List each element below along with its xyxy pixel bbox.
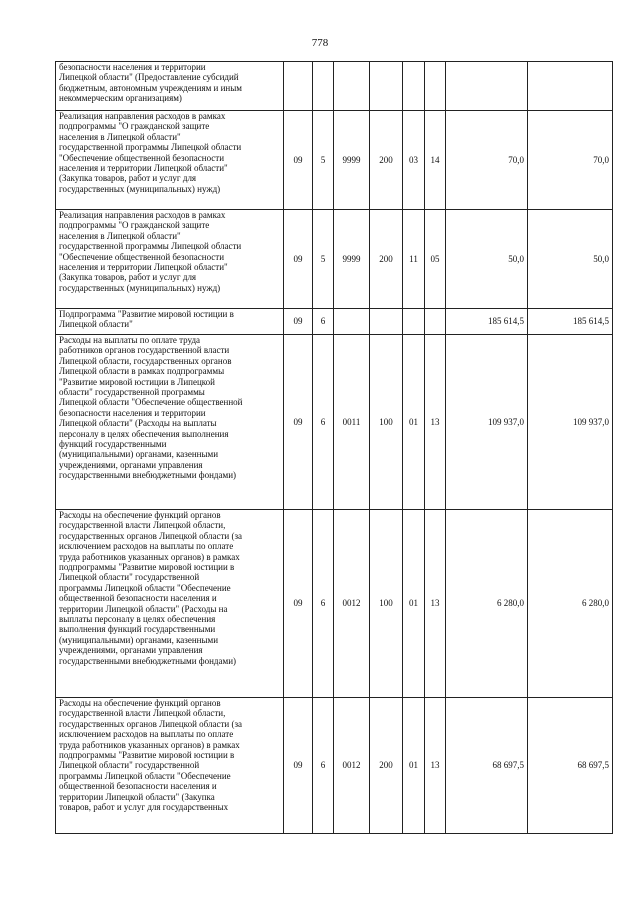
cell-amount-2: 109 937,0 (528, 335, 613, 510)
row-description: Расходы на обеспечение функций органов государственной власти Липецкой области, государственных органов Липецкой области (за исключением расходов на выплаты по оплате труда работников указанных органов) в рамках подпрограммы "Развитие мировой юстиции в Липецкой области" государственной программы Липецкой области "Обеспечение общественной безопасности населения и территории Липецкой области" (Закупка товаров, работ и услуг для государственных (56, 698, 284, 834)
cell-program-code (284, 62, 313, 111)
cell-direction-code: 9999 (334, 111, 370, 210)
cell-amount-1: 50,0 (446, 210, 528, 309)
cell-direction-code (334, 62, 370, 111)
cell-amount-1: 185 614,5 (446, 309, 528, 335)
table-row (56, 335, 613, 510)
cell-expense-type (370, 309, 403, 335)
cell-amount-2: 70,0 (528, 111, 613, 210)
table-row (56, 698, 613, 834)
cell-expense-type (370, 62, 403, 111)
cell-program-code: 09 (284, 309, 313, 335)
cell-subsection (425, 309, 446, 335)
cell-section: 03 (403, 111, 425, 210)
cell-subprogram-code: 5 (313, 210, 334, 309)
cell-amount-2: 68 697,5 (528, 698, 613, 834)
budget-table (55, 61, 613, 834)
cell-section: 11 (403, 210, 425, 309)
cell-subprogram-code (313, 62, 334, 111)
table-row (56, 309, 613, 335)
cell-subprogram-code: 5 (313, 111, 334, 210)
cell-amount-2 (528, 62, 613, 111)
cell-amount-1: 109 937,0 (446, 335, 528, 510)
cell-subprogram-code: 6 (313, 309, 334, 335)
cell-program-code: 09 (284, 698, 313, 834)
row-description: Реализация направления расходов в рамках подпрограммы "О гражданской защите населения в Липецкой области" государственной программы Липецкой области "Обеспечение общественной безопасности населения и территории Липецкой области" (Закупка товаров, работ и услуг для государственных (муниципальных) нужд) (56, 111, 284, 210)
cell-section (403, 62, 425, 111)
cell-section (403, 309, 425, 335)
table-row (56, 210, 613, 309)
cell-program-code: 09 (284, 210, 313, 309)
cell-amount-2: 185 614,5 (528, 309, 613, 335)
cell-amount-1: 70,0 (446, 111, 528, 210)
cell-section: 01 (403, 335, 425, 510)
cell-program-code: 09 (284, 510, 313, 698)
cell-subsection: 13 (425, 698, 446, 834)
cell-direction-code: 0012 (334, 510, 370, 698)
row-description: Подпрограмма "Развитие мировой юстиции в Липецкой области" (56, 309, 284, 335)
cell-expense-type: 200 (370, 698, 403, 834)
cell-subprogram-code: 6 (313, 335, 334, 510)
cell-subsection: 05 (425, 210, 446, 309)
cell-direction-code: 9999 (334, 210, 370, 309)
row-description: Расходы на выплаты по оплате труда работников органов государственной власти Липецкой области, государственных органов Липецкой области в рамках подпрограммы "Развитие мировой юстиции в Липецкой области" государственной программы Липецкой области "Обеспечение общественной безопасности населения и территории Липецкой области" (Расходы на выплаты персоналу в целях обеспечения выполнения функций государственными (муниципальными) органами, казенными учреждениями, органами управления государственными внебюджетными фондами) (56, 335, 284, 510)
table-row (56, 62, 613, 111)
cell-expense-type: 200 (370, 111, 403, 210)
cell-subsection: 13 (425, 510, 446, 698)
cell-subsection: 14 (425, 111, 446, 210)
cell-direction-code: 0012 (334, 698, 370, 834)
cell-section: 01 (403, 510, 425, 698)
cell-amount-2: 50,0 (528, 210, 613, 309)
cell-subprogram-code: 6 (313, 510, 334, 698)
cell-amount-1: 68 697,5 (446, 698, 528, 834)
cell-program-code: 09 (284, 335, 313, 510)
table-row (56, 510, 613, 698)
cell-expense-type: 100 (370, 335, 403, 510)
page-number: 778 (311, 37, 329, 49)
cell-subsection (425, 62, 446, 111)
cell-amount-1: 6 280,0 (446, 510, 528, 698)
table-row (56, 111, 613, 210)
row-description: Реализация направления расходов в рамках подпрограммы "О гражданской защите населения в Липецкой области" государственной программы Липецкой области "Обеспечение общественной безопасности населения и территории Липецкой области" (Закупка товаров, работ и услуг для государственных (муниципальных) нужд) (56, 210, 284, 309)
row-description: безопасности населения и территории Липецкой области" (Предоставление субсидий бюджетным, автономным учреждениям и иным некоммерческим организациям) (56, 62, 284, 111)
cell-program-code: 09 (284, 111, 313, 210)
cell-subsection: 13 (425, 335, 446, 510)
row-description: Расходы на обеспечение функций органов государственной власти Липецкой области, государственных органов Липецкой области (за исключением расходов на выплаты по оплате труда работников указанных органов) в рамках подпрограммы "Развитие мировой юстиции в Липецкой области" государственной программы Липецкой области "Обеспечение общественной безопасности населения и территории Липецкой области" (Расходы на выплаты персоналу в целях обеспечения выполнения функций государственными (муниципальными) органами, казенными учреждениями, органами управления государственными внебюджетными фондами) (56, 510, 284, 698)
cell-section: 01 (403, 698, 425, 834)
cell-expense-type: 200 (370, 210, 403, 309)
cell-direction-code (334, 309, 370, 335)
cell-amount-1 (446, 62, 528, 111)
cell-expense-type: 100 (370, 510, 403, 698)
cell-subprogram-code: 6 (313, 698, 334, 834)
cell-direction-code: 0011 (334, 335, 370, 510)
cell-amount-2: 6 280,0 (528, 510, 613, 698)
